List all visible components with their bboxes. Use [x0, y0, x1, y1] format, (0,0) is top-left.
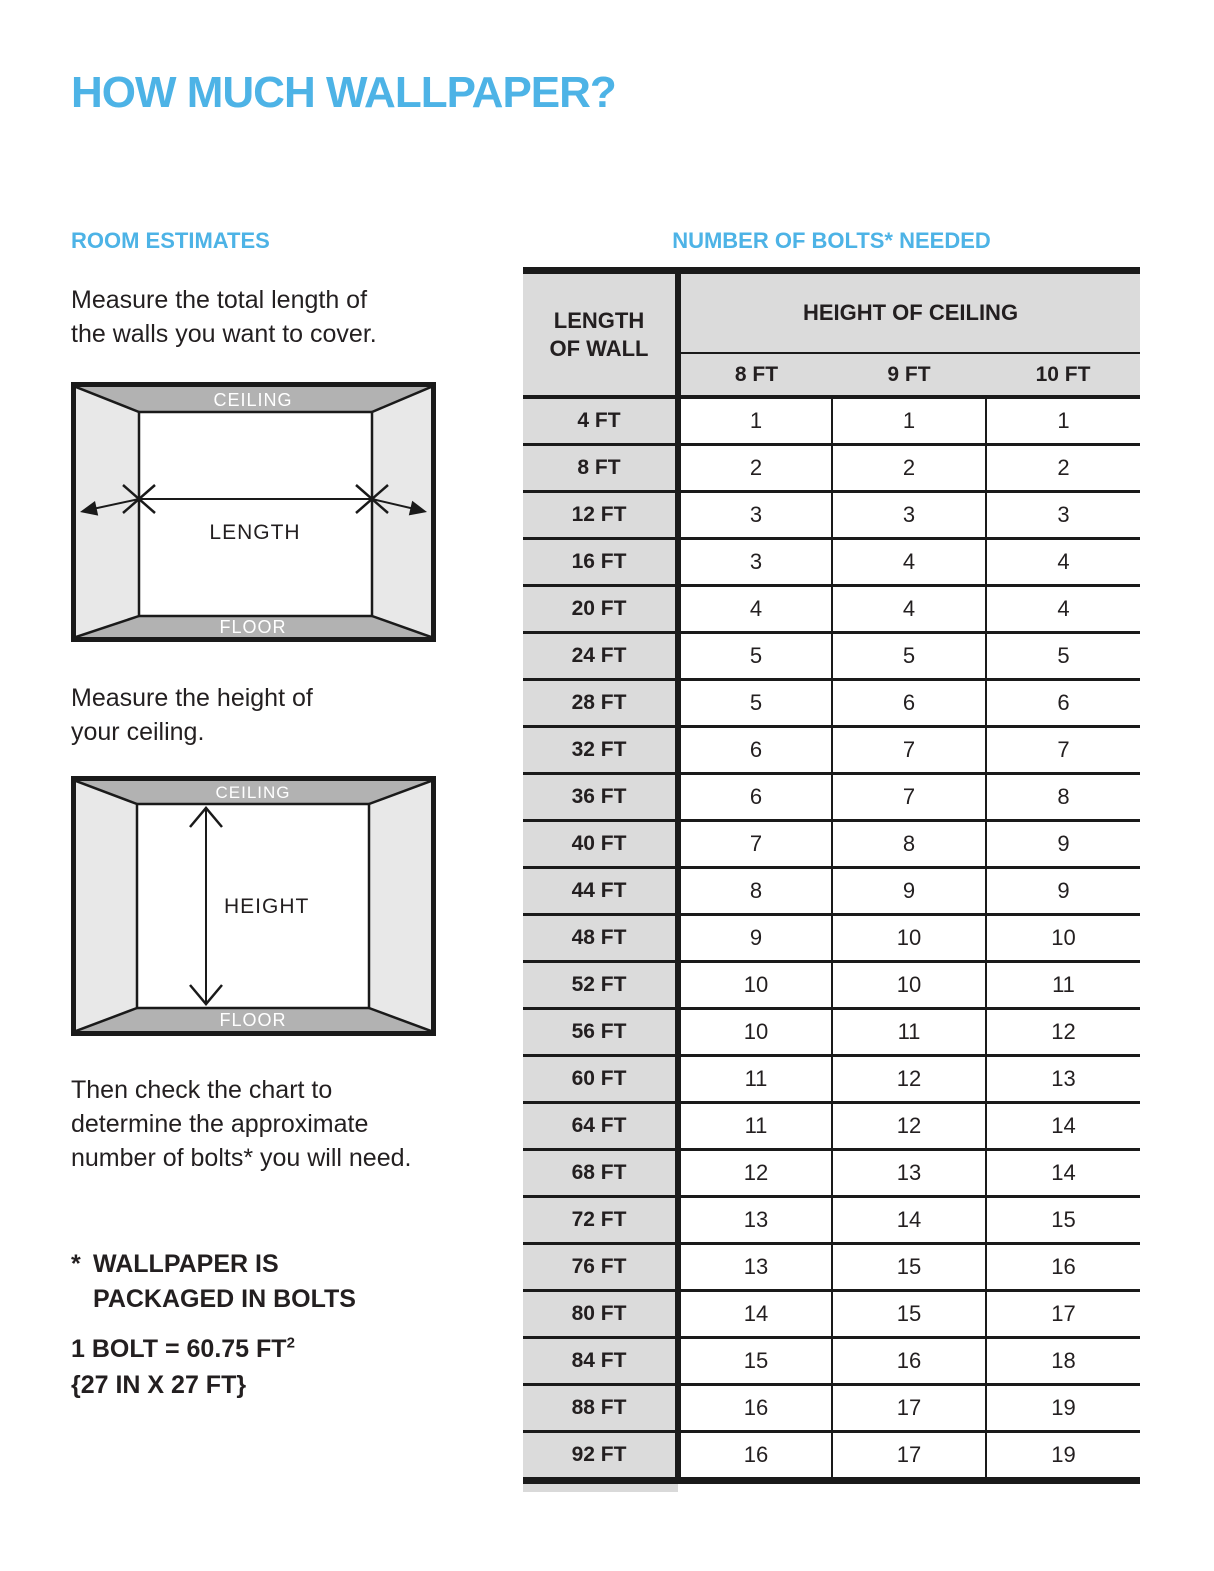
bolt-count-cell: 8 [832, 821, 986, 868]
bolt-count-cell: 13 [678, 1244, 832, 1291]
ceiling-height-column-header: 10 FT [986, 353, 1140, 397]
table-header [523, 271, 1140, 398]
ceiling-label: CEILING [213, 390, 293, 410]
bolt-count-cell: 12 [832, 1103, 986, 1150]
room-length-diagram-svg [76, 387, 431, 637]
bolt-count-cell: 5 [832, 633, 986, 680]
bolt-count-cell: 10 [832, 915, 986, 962]
wall-length-cell: 88 FT [523, 1385, 678, 1432]
bolt-count-cell: 2 [678, 445, 832, 492]
bolt-equation [71, 1331, 295, 1367]
bolt-count-cell: 11 [986, 962, 1140, 1009]
room-estimates-heading: ROOM ESTIMATES [71, 228, 270, 253]
bolt-count-cell: 1 [986, 397, 1140, 445]
table-row [523, 445, 1140, 492]
table-row [523, 586, 1140, 633]
height-label: HEIGHT [224, 895, 310, 918]
bolt-count-cell: 15 [832, 1291, 986, 1338]
bolt-count-cell: 1 [678, 397, 832, 445]
bolt-count-cell: 3 [986, 492, 1140, 539]
bolt-count-cell: 14 [986, 1103, 1140, 1150]
bolt-count-cell: 10 [678, 962, 832, 1009]
bolt-dimensions: {27 IN X 27 FT} [71, 1371, 247, 1399]
bolt-count-cell: 15 [678, 1338, 832, 1385]
footnote-text: WALLPAPER IS [93, 1250, 279, 1278]
ceiling-height-column-header: 9 FT [832, 353, 986, 397]
wall-length-cell: 48 FT [523, 915, 678, 962]
wall-length-cell: 56 FT [523, 1009, 678, 1056]
bolt-count-cell: 5 [986, 633, 1140, 680]
bolt-count-cell: 9 [986, 821, 1140, 868]
footnote-line-1 [71, 1247, 356, 1282]
bolt-count-cell: 3 [832, 492, 986, 539]
bolt-count-cell: 9 [678, 915, 832, 962]
bolt-count-cell: 11 [678, 1103, 832, 1150]
bolt-count-cell: 1 [832, 397, 986, 445]
bolt-count-cell: 14 [986, 1150, 1140, 1197]
room-length-diagram [71, 382, 436, 642]
bolt-count-cell: 19 [986, 1432, 1140, 1481]
bolt-count-cell: 17 [986, 1291, 1140, 1338]
wall-length-cell: 12 FT [523, 492, 678, 539]
right-wall-face [369, 781, 431, 1031]
table-bottom-shadow [523, 1484, 678, 1492]
bolt-count-cell: 12 [678, 1150, 832, 1197]
table-row [523, 1056, 1140, 1103]
room-height-diagram-svg [76, 781, 431, 1031]
wall-length-cell: 64 FT [523, 1103, 678, 1150]
bolt-count-cell: 6 [986, 680, 1140, 727]
bolt-count-cell: 6 [832, 680, 986, 727]
ceiling-label: CEILING [215, 783, 291, 802]
bolt-count-cell: 10 [678, 1009, 832, 1056]
bolt-count-cell: 10 [986, 915, 1140, 962]
wall-length-cell: 36 FT [523, 774, 678, 821]
wall-length-cell: 32 FT [523, 727, 678, 774]
bolt-count-cell: 6 [678, 774, 832, 821]
header-line: LENGTH [553, 308, 645, 333]
page-title: HOW MUCH WALLPAPER? [71, 68, 616, 117]
table-row [523, 397, 1140, 445]
bolt-count-cell: 16 [986, 1244, 1140, 1291]
bolt-count-cell: 16 [832, 1338, 986, 1385]
instruction-line: Measure the total length of [71, 286, 368, 314]
bolt-count-cell: 5 [678, 633, 832, 680]
instruction-line: your ceiling. [71, 718, 205, 746]
wall-length-cell: 80 FT [523, 1291, 678, 1338]
table-row [523, 633, 1140, 680]
wall-length-cell: 84 FT [523, 1338, 678, 1385]
bolts-needed-heading: NUMBER OF BOLTS* NEEDED [672, 228, 991, 253]
bolt-count-cell: 15 [832, 1244, 986, 1291]
table-row [523, 1291, 1140, 1338]
header-line: OF WALL [549, 335, 649, 361]
wall-length-cell: 68 FT [523, 1150, 678, 1197]
table-row [523, 1385, 1140, 1432]
bolt-count-cell: 6 [678, 727, 832, 774]
bolt-count-cell: 17 [832, 1432, 986, 1481]
wall-length-cell: 44 FT [523, 868, 678, 915]
footnote-line-2: PACKAGED IN BOLTS [93, 1285, 356, 1313]
bolt-equation-text: 1 BOLT = 60.75 FT [71, 1335, 287, 1363]
table-row [523, 868, 1140, 915]
bolt-count-cell: 8 [986, 774, 1140, 821]
bolt-count-cell: 12 [986, 1009, 1140, 1056]
wall-length-cell: 76 FT [523, 1244, 678, 1291]
bolt-count-cell: 4 [678, 586, 832, 633]
bolt-count-cell: 13 [986, 1056, 1140, 1103]
bolt-count-cell: 3 [678, 539, 832, 586]
table-row [523, 1197, 1140, 1244]
height-of-ceiling-header: HEIGHT OF CEILING [678, 271, 1140, 354]
wall-length-cell: 4 FT [523, 397, 678, 445]
asterisk-marker: * [71, 1250, 81, 1278]
bolt-count-cell: 9 [986, 868, 1140, 915]
wall-length-cell: 52 FT [523, 962, 678, 1009]
bolt-count-cell: 11 [678, 1056, 832, 1103]
squared-superscript: 2 [286, 1334, 295, 1352]
bolt-count-cell: 5 [678, 680, 832, 727]
wallpaper-bolts-footnote [71, 1247, 356, 1317]
bolt-count-cell: 2 [832, 445, 986, 492]
bolt-count-cell: 13 [832, 1150, 986, 1197]
table-row [523, 539, 1140, 586]
bolt-table-body [523, 397, 1140, 1481]
bolt-count-cell: 18 [986, 1338, 1140, 1385]
table-row [523, 962, 1140, 1009]
wall-length-cell: 92 FT [523, 1432, 678, 1481]
bolt-count-cell: 4 [986, 586, 1140, 633]
bolt-count-cell: 13 [678, 1197, 832, 1244]
bolt-count-cell: 10 [832, 962, 986, 1009]
instruction-line: number of bolts* you will need. [71, 1144, 412, 1172]
bolt-size-info [71, 1331, 295, 1403]
bolt-count-cell: 19 [986, 1385, 1140, 1432]
wall-length-cell: 8 FT [523, 445, 678, 492]
bolt-count-cell: 2 [986, 445, 1140, 492]
instruction-line: Then check the chart to [71, 1076, 333, 1104]
bolt-count-cell: 7 [832, 727, 986, 774]
wall-length-cell: 60 FT [523, 1056, 678, 1103]
length-label: LENGTH [209, 521, 301, 544]
wall-length-cell: 40 FT [523, 821, 678, 868]
bolts-needed-table [523, 267, 1140, 1484]
bolt-count-cell: 7 [832, 774, 986, 821]
table-row [523, 915, 1140, 962]
bolt-count-cell: 14 [832, 1197, 986, 1244]
table-row [523, 1432, 1140, 1481]
table-row [523, 774, 1140, 821]
bolt-count-cell: 14 [678, 1291, 832, 1338]
table-header-row-1 [523, 271, 1140, 354]
length-of-wall-header [523, 271, 678, 398]
instruction-check-chart [71, 1073, 411, 1175]
bolts-table-area [523, 267, 1140, 1492]
bolt-count-cell: 8 [678, 868, 832, 915]
bolt-count-cell: 12 [832, 1056, 986, 1103]
bolt-count-cell: 3 [678, 492, 832, 539]
table-row [523, 1150, 1140, 1197]
table-row [523, 727, 1140, 774]
bolt-count-cell: 7 [986, 727, 1140, 774]
wall-length-cell: 72 FT [523, 1197, 678, 1244]
back-wall-face [139, 412, 372, 616]
table-row [523, 821, 1140, 868]
bolt-count-cell: 9 [832, 868, 986, 915]
table-row [523, 680, 1140, 727]
bolt-count-cell: 4 [986, 539, 1140, 586]
ceiling-height-column-header: 8 FT [678, 353, 832, 397]
bolt-count-cell: 16 [678, 1432, 832, 1481]
floor-label: FLOOR [219, 1010, 287, 1030]
instruction-line: the walls you want to cover. [71, 320, 377, 348]
table-row [523, 1103, 1140, 1150]
bolt-count-cell: 17 [832, 1385, 986, 1432]
wall-length-cell: 20 FT [523, 586, 678, 633]
wall-length-cell: 24 FT [523, 633, 678, 680]
left-wall-face [76, 781, 137, 1031]
bolt-count-cell: 7 [678, 821, 832, 868]
bolt-count-cell: 4 [832, 539, 986, 586]
bolt-count-cell: 4 [832, 586, 986, 633]
table-row [523, 1009, 1140, 1056]
bolt-count-cell: 11 [832, 1009, 986, 1056]
room-height-diagram [71, 776, 436, 1036]
bolt-count-cell: 16 [678, 1385, 832, 1432]
instruction-measure-length [71, 283, 377, 351]
bolt-count-cell: 15 [986, 1197, 1140, 1244]
table-row [523, 1244, 1140, 1291]
instruction-line: determine the approximate [71, 1110, 369, 1138]
wall-length-cell: 16 FT [523, 539, 678, 586]
table-row [523, 492, 1140, 539]
wall-length-cell: 28 FT [523, 680, 678, 727]
instruction-measure-height [71, 681, 313, 749]
table-row [523, 1338, 1140, 1385]
instruction-line: Measure the height of [71, 684, 313, 712]
floor-label: FLOOR [219, 617, 287, 637]
